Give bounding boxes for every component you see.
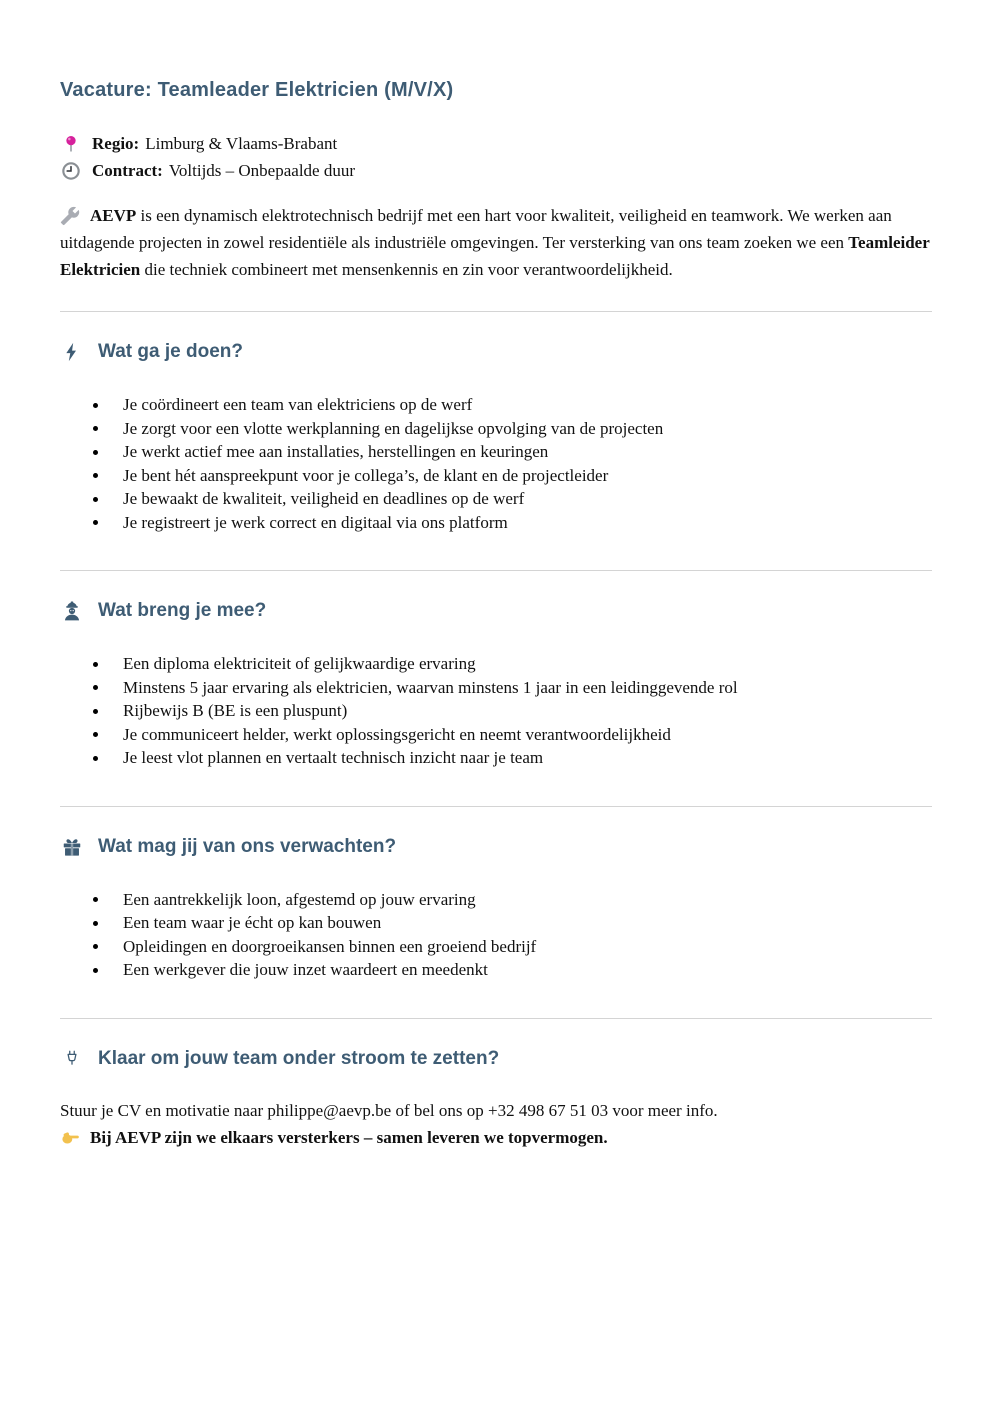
slogan-line xyxy=(60,1124,932,1151)
company-name: AEVP xyxy=(90,206,137,225)
section-closing xyxy=(60,1047,932,1187)
page-title: Vacature: Teamleader Elektricien (M/V/X) xyxy=(60,79,454,101)
section-heading-label: Wat ga je doen? xyxy=(98,341,243,362)
round-pushpin-icon xyxy=(60,134,82,154)
meta-label: Regio: xyxy=(92,133,140,153)
list-item: Je zorgt voor een vlotte werkplanning en dagelijkse opvolging van de projecten xyxy=(60,417,932,441)
list-item: Je bewaakt de kwaliteit, veiligheid en deadlines op de werf xyxy=(60,487,932,511)
list-item: Een werkgever die jouw inzet waardeert en meedenkt xyxy=(60,958,932,982)
contact-suffix: voor meer info. xyxy=(608,1100,718,1120)
section-divider xyxy=(60,570,932,571)
email-text: philippe@aevp.be xyxy=(267,1100,392,1120)
contact-middle: of bel ons op xyxy=(391,1100,488,1120)
section-heading-label: Wat mag jij van ons verwachten? xyxy=(98,835,397,857)
intro-text-1: is een dynamisch elektrotechnisch bedrijf met een hart voor kwaliteit, veiligheid en teamwork. We werken aan uitdagende projecten in zowel residentiële als industriële omgevingen. Ter versterking van ons team zoeken we een xyxy=(60,206,892,252)
phone-text: +32 498 67 51 03 xyxy=(487,1100,609,1120)
section-divider xyxy=(60,806,932,807)
section-what-you-do xyxy=(60,340,932,570)
meta-value: Limburg & Vlaams-Brabant xyxy=(145,133,338,153)
list-item: Minstens 5 jaar ervaring als elektricien, waarvan minstens 1 jaar in een leidinggevende rol xyxy=(60,676,932,700)
section-divider xyxy=(60,311,932,312)
closing-body xyxy=(60,1097,932,1151)
contact-line xyxy=(60,1097,932,1124)
closing-heading-label: Klaar om jouw team onder stroom te zetten? xyxy=(98,1047,500,1069)
meta-row-regio xyxy=(60,130,932,157)
list-item: Je werkt actief mee aan installaties, herstellingen en keuringen xyxy=(60,440,932,464)
section-heading-label: Wat breng je mee? xyxy=(98,600,267,621)
section-heading xyxy=(60,340,932,364)
list-item: Je registreert je werk correct en digitaal via ons platform xyxy=(60,511,932,535)
section-heading xyxy=(60,599,932,623)
meta-list xyxy=(60,130,932,184)
section-what-you-bring xyxy=(60,599,932,806)
bullet-list xyxy=(60,888,932,982)
list-item: Rijbewijs B (BE is een pluspunt) xyxy=(60,699,932,723)
list-item: Een diploma elektriciteit of gelijkwaardige ervaring xyxy=(60,652,932,676)
clock-icon xyxy=(60,161,82,181)
list-item: Je bent hét aanspreekpunt voor je collega’s, de klant en de projectleider xyxy=(60,464,932,488)
section-what-we-offer xyxy=(60,835,932,1018)
intro-text-2: die techniek combineert met mensenkennis en zin voor verantwoordelijkheid. xyxy=(140,260,673,279)
list-item: Je communiceert helder, werkt oplossingsgericht en neemt verantwoordelijkheid xyxy=(60,723,932,747)
list-item: Je leest vlot plannen en vertaalt technisch inzicht naar je team xyxy=(60,746,932,770)
intro-paragraph xyxy=(60,202,932,283)
slogan-text: Bij AEVP zijn we elkaars versterkers – samen leveren we topvermogen. xyxy=(90,1127,608,1147)
section-heading xyxy=(60,835,932,859)
list-item: Een aantrekkelijk loon, afgestemd op jouw ervaring xyxy=(60,888,932,912)
lightning-bolt-icon xyxy=(60,340,84,364)
plug-icon xyxy=(60,1047,84,1071)
bullet-list xyxy=(60,652,932,770)
list-item: Je coördineert een team van elektriciens op de werf xyxy=(60,393,932,417)
meta-value: Voltijds – Onbepaalde duur xyxy=(168,160,355,180)
bullet-list xyxy=(60,393,932,534)
pointing-right-icon xyxy=(60,1128,82,1146)
role-name: Teamleider Elektricien xyxy=(60,233,930,279)
gift-icon xyxy=(60,835,84,859)
meta-row-contract xyxy=(60,157,932,184)
list-item: Een team waar je écht op kan bouwen xyxy=(60,911,932,935)
contact-prefix: Stuur je CV en motivatie naar xyxy=(60,1100,268,1120)
section-divider xyxy=(60,1018,932,1019)
construction-worker-icon xyxy=(60,599,84,623)
meta-label: Contract: xyxy=(92,160,163,180)
list-item: Opleidingen en doorgroeikansen binnen een groeiend bedrijf xyxy=(60,935,932,959)
closing-heading xyxy=(60,1047,932,1071)
wrench-icon xyxy=(60,206,82,224)
